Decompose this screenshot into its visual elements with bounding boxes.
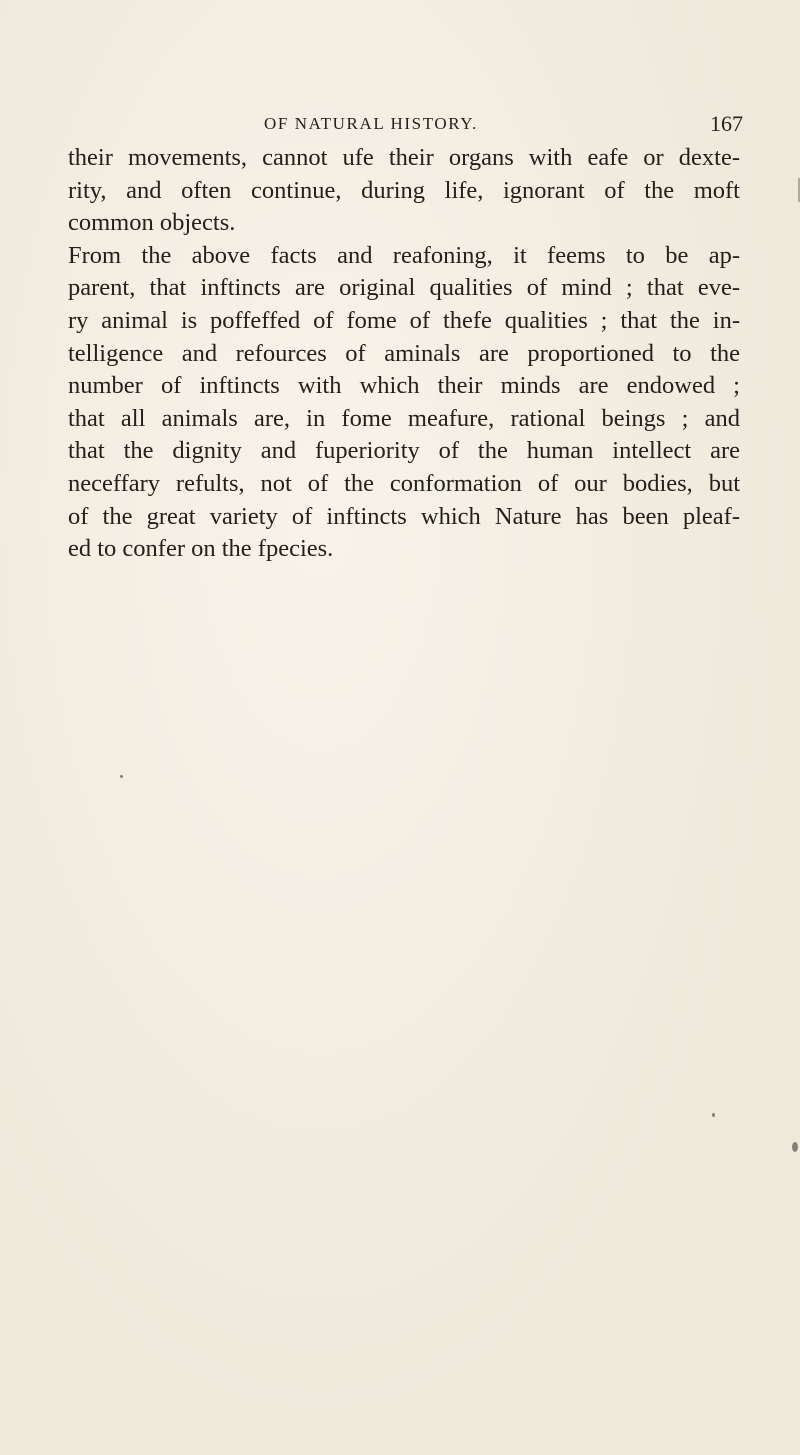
running-title: OF NATURAL HISTORY. bbox=[264, 114, 478, 133]
page-number: 167 bbox=[710, 111, 743, 136]
text-line: their movements, cannot ufe their organs with eafe or dexte- bbox=[68, 144, 740, 171]
text-line: common objects. bbox=[68, 209, 236, 237]
ink-speck bbox=[712, 1113, 715, 1117]
text-line: parent, that inftincts are original qualities of mind ; that eve- bbox=[68, 274, 740, 302]
ink-speck bbox=[792, 1142, 798, 1152]
text-line: From the above facts and reafoning, it feems to be ap- bbox=[68, 241, 740, 269]
running-head bbox=[0, 111, 800, 144]
text-line: that all animals are, in fome meafure, rational beings ; and bbox=[68, 404, 740, 432]
text-line: ry animal is poffeffed of fome of thefe qualities ; that the in- bbox=[68, 306, 740, 334]
body-text bbox=[68, 142, 740, 566]
ink-speck bbox=[120, 775, 123, 778]
text-line: of the great variety of inftincts which Nature has been pleaf- bbox=[68, 502, 740, 530]
text-line: telligence and refources of aminals are proportioned to the bbox=[68, 339, 740, 367]
text-line: ed to confer on the fpecies. bbox=[68, 535, 334, 563]
text-line: number of inftincts with which their minds are endowed ; bbox=[68, 372, 740, 400]
text-line: rity, and often continue, during life, ignorant of the moft bbox=[68, 176, 740, 204]
text-line: that the dignity and fuperiority of the human intellect are bbox=[68, 437, 740, 465]
text-line: neceffary refults, not of the conformation of our bodies, but bbox=[68, 469, 740, 497]
